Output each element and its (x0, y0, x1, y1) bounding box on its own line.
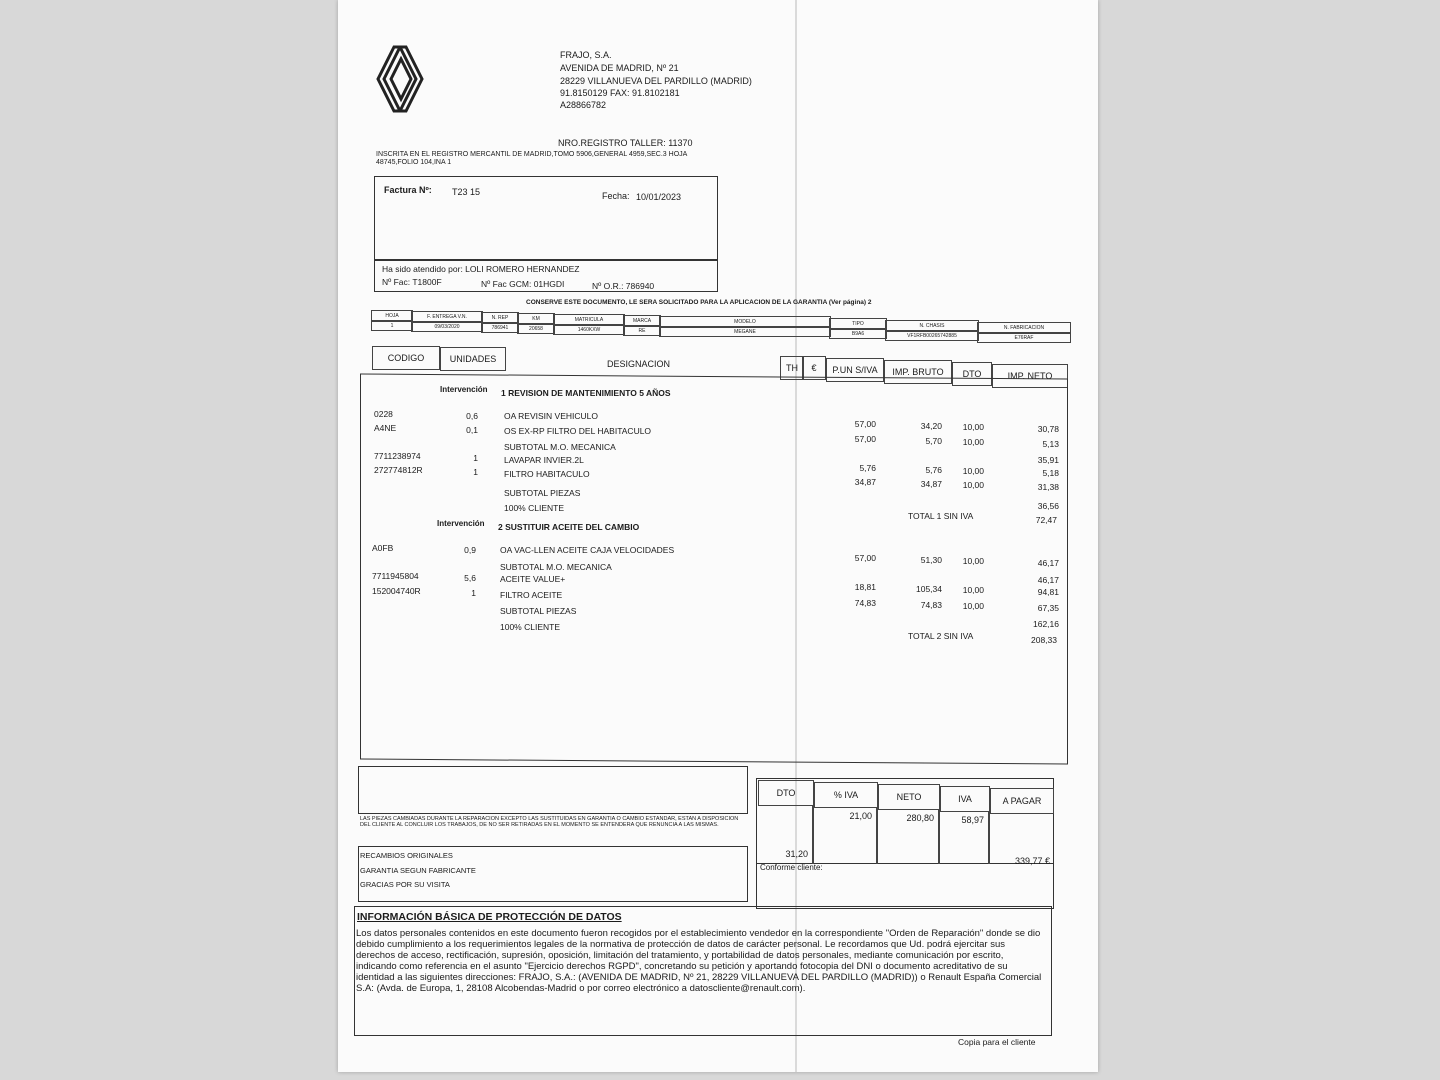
line-description: OA REVISIN VEHICULO (504, 411, 598, 421)
registro-mercantil-1: INSCRITA EN EL REGISTRO MERCANTIL DE MADRID,TOMO 5906,GENERAL 4959,SEC.3 HOJA (376, 151, 688, 158)
line-code: 7711945804 (372, 571, 419, 581)
signature-box (756, 862, 1054, 909)
totals-apagar-value: 339,77 € (1014, 856, 1050, 866)
totals-header-apagar: A PAGAR (990, 788, 1054, 814)
line-code: 0228 (374, 409, 393, 419)
atendido-por: Ha sido atendido por: LOLI ROMERO HERNANDEZ (382, 264, 580, 274)
vehicle-header-nrep: N. REP (481, 312, 519, 324)
fecha-value: 10/01/2023 (636, 192, 682, 202)
col-header-pun: P.UN S/IVA (826, 358, 884, 382)
vehicle-value-fentrega: 09/03/2020 (411, 321, 483, 332)
privacy-body: Los datos personales contenidos en este documento fueron recogidos por el establecimiento vendedor en la correspondiente "Orden de Reparación" donde se dio debido cumplimiento a los requerimientos legales de la normativa de protección de datos de carácter personal. Le recordamos que Ud. podrá ejercitar sus derechos de acceso, rectificación, supresión, oposición, limitación del tratamiento, y portabilidad de datos personales, mediante comunicación por escrito, indicando como referencia en el asunto "Ejercicio derechos RGPD", concretando su petición y aportando fotocopia del DNI o documento acreditativo de su identidad a las siguientes direcciones: FRAJO, S.A.: (AVENIDA DE MADRID, Nº 21, 28229 VILLANUEVA DEL PARDILLO (MADRID)) o Renault España Comercial S.A: (Avda. de Europa, 1, 28108 Alcobendas-Madrid o por correo electrónico a datoscliente@renault.com). (356, 928, 1042, 994)
totals-header-iva: IVA (940, 786, 990, 812)
line-description: 100% CLIENTE (500, 622, 560, 632)
totals-dto-value: 31,20 (785, 849, 808, 859)
registro-taller: NRO.REGISTRO TALLER: 11370 (558, 138, 693, 148)
line-net: 30,78 (1037, 424, 1059, 434)
line-description: SUBTOTAL PIEZAS (504, 488, 581, 498)
line-discount: 10,00 (962, 422, 984, 432)
line-discount: 10,00 (962, 465, 984, 476)
line-gross: 34,20 (920, 421, 942, 431)
line-description: FILTRO HABITACULO (504, 469, 590, 480)
vehicle-header-matricula: MATRICULA (553, 314, 625, 326)
totals-neto-value: 280,80 (906, 813, 934, 823)
intervention-total-value: 72,47 (1035, 515, 1057, 525)
line-net: 5,13 (1042, 438, 1059, 449)
line-net: 5,18 (1042, 467, 1059, 478)
line-gross: 51,30 (920, 555, 942, 565)
line-unit-price: 57,00 (854, 553, 876, 563)
vehicle-header-modelo: MODELO (659, 316, 831, 328)
line-code: 152004740R (372, 586, 421, 596)
conserve-note: CONSERVE ESTE DOCUMENTO, LE SERA SOLICITADO PARA LA APLICACION DE LA GARANTIA (Ver página) 2 (526, 299, 872, 306)
n-fac: Nº Fac: T1800F (382, 277, 442, 287)
n-or: Nº O.R.: 786940 (592, 281, 655, 291)
col-header-designacion: DESIGNACION (607, 359, 671, 369)
intervention-title: 2 SUSTITUIR ACEITE DEL CAMBIO (498, 522, 640, 532)
totals-header-neto: NETO (878, 784, 940, 810)
totals-iva-pct-value: 21,00 (849, 811, 872, 821)
line-units: 1 (471, 588, 476, 598)
totals-divider-2 (876, 808, 878, 864)
vehicle-header-hoja: HOJA (371, 310, 413, 322)
company-name: FRAJO, S.A. (560, 50, 612, 60)
col-header-euro: € (802, 356, 826, 380)
line-unit-price: 34,87 (854, 477, 876, 488)
totals-header-dto: DTO (758, 780, 814, 806)
intervention-total-label: TOTAL 2 SIN IVA (908, 631, 974, 641)
vehicle-value-hoja: 1 (371, 320, 413, 331)
col-header-neto: IMP. NETO (992, 364, 1068, 388)
line-description: 100% CLIENTE (504, 502, 564, 513)
line-net: 46,17 (1037, 558, 1059, 568)
company-phone-fax: 91.8150129 FAX: 91.8102181 (560, 88, 680, 98)
vehicle-value-chasis: VF1RFB00265742885 (885, 330, 979, 341)
line-unit-price: 18,81 (854, 582, 876, 593)
totals-divider-4 (988, 812, 990, 864)
intervention-total-label: TOTAL 1 SIN IVA (908, 511, 974, 521)
line-units: 0,1 (466, 425, 478, 435)
line-gross: 74,83 (920, 599, 942, 610)
line-gross: 5,76 (925, 464, 942, 475)
col-header-bruto: IMP. BRUTO (884, 360, 952, 384)
line-description: OA VAC-LLEN ACEITE CAJA VELOCIDADES (500, 545, 675, 555)
line-net: 35,91 (1037, 455, 1059, 466)
vehicle-header-fentrega: F. ENTREGA V.N. (411, 311, 483, 323)
conforme-cliente-label: Conforme cliente: (760, 863, 823, 872)
line-net: 36,56 (1037, 501, 1059, 511)
intervention-label: Intervención (440, 385, 488, 394)
line-unit-price: 5,76 (859, 462, 876, 473)
line-discount: 10,00 (962, 600, 984, 611)
vehicle-header-tipo: TIPO (829, 318, 887, 330)
col-header-codigo: CODIGO (372, 346, 440, 370)
vehicle-header-chasis: N. CHASIS (885, 320, 979, 332)
line-gross: 34,87 (920, 479, 942, 490)
line-code: A0FB (372, 543, 394, 553)
line-description: SUBTOTAL M.O. MECANICA (504, 442, 616, 453)
line-discount: 10,00 (962, 556, 984, 566)
line-description: SUBTOTAL PIEZAS (500, 606, 577, 617)
intervention-title: 1 REVISION DE MANTENIMIENTO 5 AÑOS (501, 388, 671, 398)
line-net: 67,35 (1037, 602, 1059, 613)
vehicle-value-fabricacion: E76RAF (977, 332, 1071, 343)
line-code: A4NE (374, 423, 397, 433)
line-description: ACEITE VALUE+ (500, 574, 566, 585)
line-discount: 10,00 (962, 436, 984, 447)
line-description: OS EX-RP FILTRO DEL HABITACULO (504, 425, 652, 436)
line-net: 46,17 (1037, 574, 1059, 585)
line-description: LAVAPAR INVIER.2L (504, 454, 584, 465)
vehicle-value-matricula: 1460KXW (553, 324, 625, 335)
totals-divider-3 (938, 810, 940, 864)
factura-label: Factura Nº: (384, 185, 432, 195)
line-code: 7711238974 (374, 451, 421, 461)
line-units: 1 (473, 453, 478, 463)
factura-value: T23 15 (452, 187, 481, 197)
company-address-1: AVENIDA DE MADRID, Nº 21 (560, 63, 679, 73)
vehicle-value-tipo: B9A6 (829, 328, 887, 339)
line-gross: 105,34 (916, 584, 942, 595)
footer-line-2: GARANTIA SEGUN FABRICANTE (360, 866, 476, 875)
vehicle-value-km: 20658 (517, 323, 555, 334)
line-units: 0,6 (466, 411, 478, 421)
line-description: SUBTOTAL M.O. MECANICA (500, 561, 612, 572)
line-net: 162,16 (1033, 619, 1059, 630)
col-header-th: TH (780, 356, 804, 380)
line-description: FILTRO ACEITE (500, 589, 563, 600)
line-net: 94,81 (1037, 587, 1059, 598)
line-gross: 5,70 (925, 435, 942, 446)
line-units: 0,9 (464, 545, 476, 555)
vehicle-header-km: KM (517, 313, 555, 325)
n-fac-gcm: Nº Fac GCM: 01HGDI (481, 279, 565, 289)
intervention-total-value: 208,33 (1031, 635, 1057, 645)
remarks-box (358, 766, 748, 814)
line-net: 31,38 (1037, 482, 1059, 493)
vehicle-header-marca: MARCA (623, 315, 661, 327)
totals-header-iva-pct: % IVA (814, 782, 878, 808)
fecha-label: Fecha: (602, 191, 630, 201)
totals-iva-value: 58,97 (961, 815, 984, 825)
parts-note: LAS PIEZAS CAMBIADAS DURANTE LA REPARACION EXCEPTO LAS SUSTITUIDAS EN GARANTIA O CAMBIO ESTANDAR, ESTAN A DISPOSICION DEL CLIENTE AL CONCLUIR LOS TRABAJOS, DE NO SER RETIRADAS EN EL MOMENTO SE ENTENDERA QUE RENUNCIA A LAS MISMAS. (360, 816, 739, 828)
vehicle-value-marca: RE (623, 325, 661, 336)
footer-line-3: GRACIAS POR SU VISITA (360, 880, 450, 889)
line-units: 5,6 (464, 573, 476, 583)
line-unit-price: 57,00 (854, 419, 876, 429)
line-discount: 10,00 (962, 480, 984, 491)
line-unit-price: 57,00 (854, 433, 876, 444)
vehicle-header-fabricacion: N. FABRICACION (977, 322, 1071, 334)
col-header-unidades: UNIDADES (440, 347, 506, 371)
line-discount: 10,00 (962, 585, 984, 596)
vehicle-value-modelo: MEGANE (659, 326, 831, 337)
col-header-dto: DTO (952, 362, 992, 386)
renault-diamond-logo-icon (376, 44, 426, 114)
copia-cliente: Copia para el cliente (958, 1037, 1036, 1047)
registro-mercantil-2: 48745,FOLIO 104,INA 1 (376, 159, 452, 166)
line-unit-price: 74,83 (854, 597, 876, 608)
footer-line-1: RECAMBIOS ORIGINALES (360, 851, 453, 860)
intervention-label: Intervención (437, 519, 485, 528)
company-address-2: 28229 VILLANUEVA DEL PARDILLO (MADRID) (560, 76, 752, 86)
line-units: 1 (473, 467, 478, 477)
totals-divider-1 (812, 806, 814, 864)
line-code: 272774812R (374, 465, 423, 475)
privacy-title: INFORMACIÓN BÁSICA DE PROTECCIÓN DE DATOS (357, 911, 622, 923)
vehicle-value-nrep: 786941 (481, 322, 519, 333)
company-cif: A28866782 (560, 100, 607, 110)
